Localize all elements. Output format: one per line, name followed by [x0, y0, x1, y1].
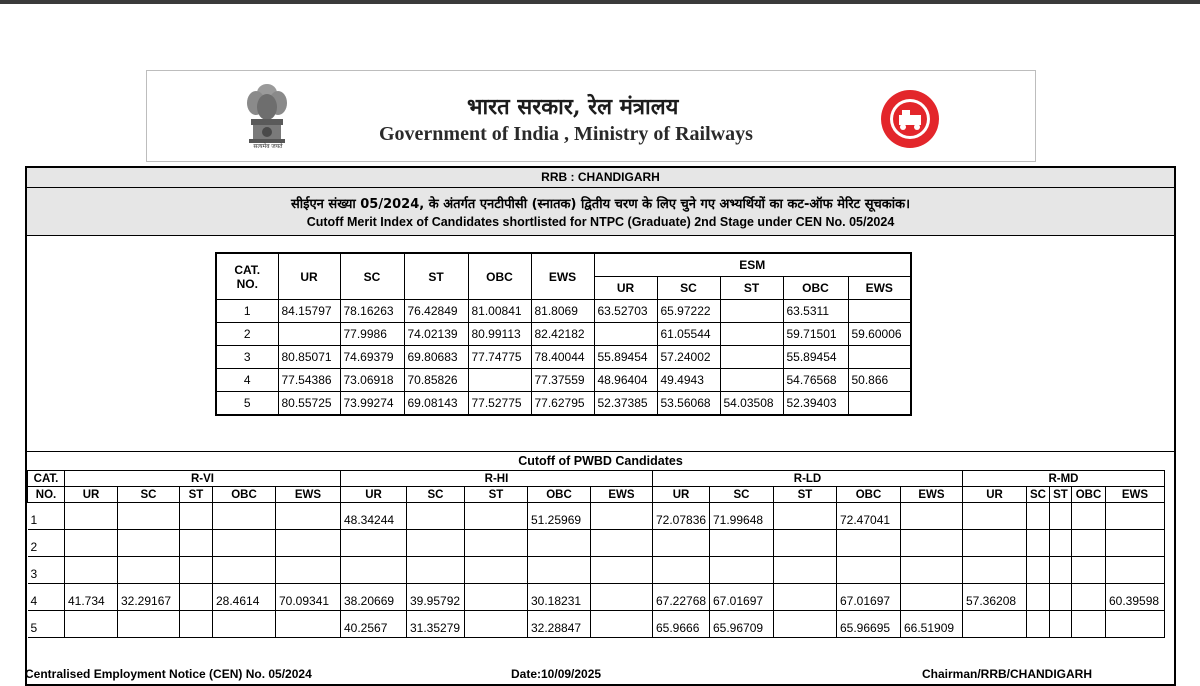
table-row — [216, 369, 911, 392]
cutoff-cell — [1071, 611, 1105, 638]
cutoff-cell — [1105, 611, 1164, 638]
cat-label: CAT. — [234, 262, 261, 277]
cutoff-cell — [653, 530, 710, 557]
cat-no-cell: 3 — [28, 557, 65, 584]
cutoff-cell — [901, 530, 963, 557]
top-bar — [0, 0, 1200, 4]
cutoff-cell: 76.42849 — [404, 300, 468, 323]
cutoff-cell — [180, 530, 213, 557]
cutoff-cell: 51.25969 — [528, 503, 591, 530]
cutoff-cell — [465, 503, 528, 530]
cutoff-cell: 52.37385 — [594, 392, 657, 416]
cutoff-cell — [1049, 557, 1071, 584]
table-row — [28, 557, 1165, 584]
cutoff-cell: 71.99648 — [710, 503, 774, 530]
cutoff-cell — [774, 557, 837, 584]
cutoff-cell: 54.03508 — [720, 392, 783, 416]
cutoff-cell — [276, 611, 341, 638]
cutoff-cell — [341, 557, 407, 584]
cutoff-cell — [1105, 557, 1164, 584]
column-header: SC — [118, 487, 180, 503]
esm-column-header: EWS — [848, 277, 911, 300]
column-header: ST — [404, 253, 468, 300]
cutoff-cell — [774, 611, 837, 638]
column-header: ST — [465, 487, 528, 503]
column-header: ST — [1049, 487, 1071, 503]
cutoff-cell: 74.69379 — [340, 346, 404, 369]
cutoff-cell: 73.99274 — [340, 392, 404, 416]
table-row — [28, 584, 1165, 611]
cutoff-cell — [720, 346, 783, 369]
group-header: R-HI — [341, 471, 653, 487]
cutoff-cell — [720, 300, 783, 323]
pwbd-title: Cutoff of PWBD Candidates — [27, 451, 1174, 470]
cutoff-cell — [213, 611, 276, 638]
cutoff-cell — [1049, 530, 1071, 557]
column-header: UR — [278, 253, 340, 300]
cutoff-cell: 65.97222 — [657, 300, 720, 323]
cutoff-cell — [1105, 530, 1164, 557]
cutoff-cell: 50.866 — [848, 369, 911, 392]
footer-signatory: Chairman/RRB/CHANDIGARH — [922, 667, 1093, 681]
column-header: SC — [1027, 487, 1050, 503]
cutoff-cell: 59.60006 — [848, 323, 911, 346]
pwbd-table — [27, 470, 1165, 638]
cutoff-cell: 60.39598 — [1105, 584, 1164, 611]
cat-no-cell: 3 — [216, 346, 278, 369]
esm-column-header: ST — [720, 277, 783, 300]
cutoff-cell — [591, 530, 653, 557]
cutoff-cell: 65.9666 — [653, 611, 710, 638]
cutoff-cell — [591, 584, 653, 611]
cat-no-cell: 5 — [28, 611, 65, 638]
cutoff-cell — [118, 530, 180, 557]
esm-column-header: SC — [657, 277, 720, 300]
cutoff-cell — [591, 611, 653, 638]
cutoff-cell — [65, 503, 118, 530]
cutoff-cell: 31.35279 — [407, 611, 465, 638]
cutoff-cell: 55.89454 — [594, 346, 657, 369]
cutoff-cell — [774, 584, 837, 611]
cutoff-cell: 66.51909 — [901, 611, 963, 638]
cutoff-cell: 30.18231 — [528, 584, 591, 611]
cutoff-cell — [213, 530, 276, 557]
header-row — [28, 487, 1165, 503]
cutoff-cell: 72.47041 — [837, 503, 901, 530]
cutoff-cell: 61.05544 — [657, 323, 720, 346]
cutoff-cell: 67.01697 — [710, 584, 774, 611]
cutoff-cell — [341, 530, 407, 557]
column-header: EWS — [591, 487, 653, 503]
column-header: EWS — [1105, 487, 1164, 503]
column-header: OBC — [468, 253, 531, 300]
cutoff-cell: 65.96709 — [710, 611, 774, 638]
cutoff-cell — [118, 557, 180, 584]
column-header: UR — [65, 487, 118, 503]
cutoff-cell — [213, 557, 276, 584]
cutoff-cell: 59.71501 — [783, 323, 848, 346]
cutoff-cell — [528, 530, 591, 557]
cutoff-cell: 32.28847 — [528, 611, 591, 638]
column-header: SC — [340, 253, 404, 300]
cutoff-cell — [720, 323, 783, 346]
cutoff-cell — [278, 323, 340, 346]
group-header: R-MD — [963, 471, 1165, 487]
ministry-header — [146, 70, 1036, 162]
cutoff-cell — [180, 557, 213, 584]
column-header: UR — [963, 487, 1027, 503]
cutoff-cell — [407, 503, 465, 530]
cutoff-cell — [848, 300, 911, 323]
cat-no-header — [216, 253, 278, 300]
cutoff-document — [25, 166, 1176, 686]
column-header: UR — [341, 487, 407, 503]
cutoff-cell — [837, 557, 901, 584]
column-header: OBC — [528, 487, 591, 503]
cutoff-cell: 49.4943 — [657, 369, 720, 392]
column-header: SC — [710, 487, 774, 503]
table-row — [28, 611, 1165, 638]
cutoff-cell — [65, 611, 118, 638]
cutoff-cell: 82.42182 — [531, 323, 594, 346]
cutoff-cell: 63.52703 — [594, 300, 657, 323]
cutoff-cell: 38.20669 — [341, 584, 407, 611]
footer-date: Date:10/09/2025 — [511, 667, 602, 681]
cutoff-cell — [528, 557, 591, 584]
cutoff-cell — [591, 557, 653, 584]
no-label: NO. — [236, 276, 258, 291]
cutoff-cell: 84.15797 — [278, 300, 340, 323]
cutoff-cell — [465, 611, 528, 638]
esm-column-header: UR — [594, 277, 657, 300]
cutoff-cell — [1027, 611, 1050, 638]
cutoff-cell — [901, 557, 963, 584]
cutoff-cell: 81.00841 — [468, 300, 531, 323]
cutoff-cell: 67.22768 — [653, 584, 710, 611]
column-header: SC — [407, 487, 465, 503]
cutoff-cell — [465, 584, 528, 611]
cutoff-cell — [1071, 557, 1105, 584]
rrb-name: RRB : CHANDIGARH — [27, 168, 1174, 188]
cutoff-cell — [591, 503, 653, 530]
cat-no-cell: 2 — [216, 323, 278, 346]
cutoff-cell: 57.24002 — [657, 346, 720, 369]
table-row — [216, 323, 911, 346]
cutoff-cell: 70.09341 — [276, 584, 341, 611]
cutoff-cell — [848, 392, 911, 416]
cutoff-cell — [901, 503, 963, 530]
cutoff-cell: 55.89454 — [783, 346, 848, 369]
cutoff-table — [215, 252, 912, 416]
cutoff-cell — [213, 503, 276, 530]
indian-railways-logo-icon — [880, 89, 940, 149]
cutoff-cell — [963, 611, 1027, 638]
cutoff-cell: 53.56068 — [657, 392, 720, 416]
cutoff-cell: 78.40044 — [531, 346, 594, 369]
cutoff-cell — [276, 557, 341, 584]
cat-no-cell: 2 — [28, 530, 65, 557]
cutoff-cell — [1105, 503, 1164, 530]
cutoff-cell — [180, 584, 213, 611]
column-header: EWS — [531, 253, 594, 300]
cutoff-cell — [407, 557, 465, 584]
cutoff-cell — [180, 503, 213, 530]
no-header: NO. — [28, 487, 65, 503]
column-header: UR — [653, 487, 710, 503]
cutoff-cell — [65, 530, 118, 557]
table-row — [216, 300, 911, 323]
group-header: R-VI — [65, 471, 341, 487]
cutoff-cell: 73.06918 — [340, 369, 404, 392]
cutoff-cell — [848, 346, 911, 369]
cutoff-cell — [710, 557, 774, 584]
column-header: ST — [774, 487, 837, 503]
cutoff-cell: 77.74775 — [468, 346, 531, 369]
cutoff-cell — [118, 503, 180, 530]
cat-no-cell: 1 — [28, 503, 65, 530]
cutoff-cell — [963, 557, 1027, 584]
cutoff-cell — [1049, 611, 1071, 638]
cutoff-cell — [276, 530, 341, 557]
cat-no-cell: 1 — [216, 300, 278, 323]
cutoff-cell — [963, 503, 1027, 530]
esm-header: ESM — [594, 253, 911, 277]
table-row — [216, 392, 911, 416]
column-header: OBC — [1071, 487, 1105, 503]
esm-column-header: OBC — [783, 277, 848, 300]
cutoff-cell — [1027, 557, 1050, 584]
cutoff-cell: 39.95792 — [407, 584, 465, 611]
cutoff-cell: 77.9986 — [340, 323, 404, 346]
cutoff-cell — [1071, 584, 1105, 611]
title-hindi: भारत सरकार, रेल मंत्रालय — [467, 94, 679, 120]
cutoff-cell: 69.08143 — [404, 392, 468, 416]
column-header: EWS — [901, 487, 963, 503]
cutoff-cell — [774, 530, 837, 557]
cutoff-cell — [1027, 584, 1050, 611]
cutoff-cell: 70.85826 — [404, 369, 468, 392]
cutoff-cell: 74.02139 — [404, 323, 468, 346]
cutoff-cell: 78.16263 — [340, 300, 404, 323]
cutoff-cell — [774, 503, 837, 530]
cutoff-cell: 69.80683 — [404, 346, 468, 369]
cutoff-cell: 80.55725 — [278, 392, 340, 416]
heading-hindi: सीईएन संख्या 05/2024, के अंतर्गत एनटीपीसी (स्नातक) द्वितीय चरण के लिए चुने गए अभ्यर्थियों का कट-ऑफ मेरिट सूचकांक। — [290, 197, 911, 212]
footer-cen: Centralised Employment Notice (CEN) No. 05/2024 — [25, 667, 312, 681]
column-header: OBC — [213, 487, 276, 503]
cutoff-cell: 48.96404 — [594, 369, 657, 392]
cutoff-cell — [594, 323, 657, 346]
group-header: R-LD — [653, 471, 963, 487]
cutoff-cell: 57.36208 — [963, 584, 1027, 611]
header-row — [28, 471, 1165, 487]
table-row — [28, 503, 1165, 530]
table-row — [28, 530, 1165, 557]
table-row — [216, 346, 911, 369]
cutoff-cell: 77.62795 — [531, 392, 594, 416]
column-header: EWS — [276, 487, 341, 503]
cutoff-cell — [65, 557, 118, 584]
column-header: OBC — [837, 487, 901, 503]
cutoff-cell — [963, 530, 1027, 557]
cutoff-cell — [276, 503, 341, 530]
cutoff-cell: 81.8069 — [531, 300, 594, 323]
cutoff-cell: 48.34244 — [341, 503, 407, 530]
header-row — [216, 253, 911, 277]
cutoff-cell — [1071, 530, 1105, 557]
cutoff-cell — [118, 611, 180, 638]
emblem-motto: सत्यमेव जयते — [253, 144, 283, 150]
national-emblem-icon — [242, 81, 292, 151]
cutoff-cell — [465, 557, 528, 584]
heading-english: Cutoff Merit Index of Candidates shortlisted for NTPC (Graduate) 2nd Stage under CEN No. 05/2024 — [306, 215, 895, 229]
cutoff-cell: 28.4614 — [213, 584, 276, 611]
cutoff-cell: 65.96695 — [837, 611, 901, 638]
cutoff-cell — [407, 530, 465, 557]
cutoff-cell — [1049, 503, 1071, 530]
cutoff-cell — [1049, 584, 1071, 611]
cutoff-cell: 40.2567 — [341, 611, 407, 638]
notice-heading — [27, 188, 1174, 236]
cutoff-cell — [1027, 530, 1050, 557]
cutoff-cell: 32.29167 — [118, 584, 180, 611]
cutoff-cell: 41.734 — [65, 584, 118, 611]
cutoff-cell — [837, 530, 901, 557]
cat-no-cell: 4 — [216, 369, 278, 392]
cutoff-cell — [720, 369, 783, 392]
cutoff-cell — [901, 584, 963, 611]
cutoff-cell — [1071, 503, 1105, 530]
cutoff-cell — [653, 557, 710, 584]
cutoff-cell: 54.76568 — [783, 369, 848, 392]
cutoff-cell — [710, 530, 774, 557]
column-header: ST — [180, 487, 213, 503]
cutoff-cell: 63.5311 — [783, 300, 848, 323]
cutoff-cell: 77.37559 — [531, 369, 594, 392]
cutoff-cell — [465, 530, 528, 557]
cutoff-cell: 52.39403 — [783, 392, 848, 416]
cutoff-cell: 72.07836 — [653, 503, 710, 530]
cutoff-cell: 80.99113 — [468, 323, 531, 346]
cutoff-cell — [180, 611, 213, 638]
title-english: Government of India , Ministry of Railways — [379, 123, 753, 145]
cat-header: CAT. — [28, 471, 65, 487]
cat-no-cell: 4 — [28, 584, 65, 611]
cutoff-cell — [1027, 503, 1050, 530]
cat-no-cell: 5 — [216, 392, 278, 416]
cutoff-cell: 77.52775 — [468, 392, 531, 416]
cutoff-cell: 67.01697 — [837, 584, 901, 611]
cutoff-cell: 80.85071 — [278, 346, 340, 369]
cutoff-cell — [468, 369, 531, 392]
cutoff-cell: 77.54386 — [278, 369, 340, 392]
